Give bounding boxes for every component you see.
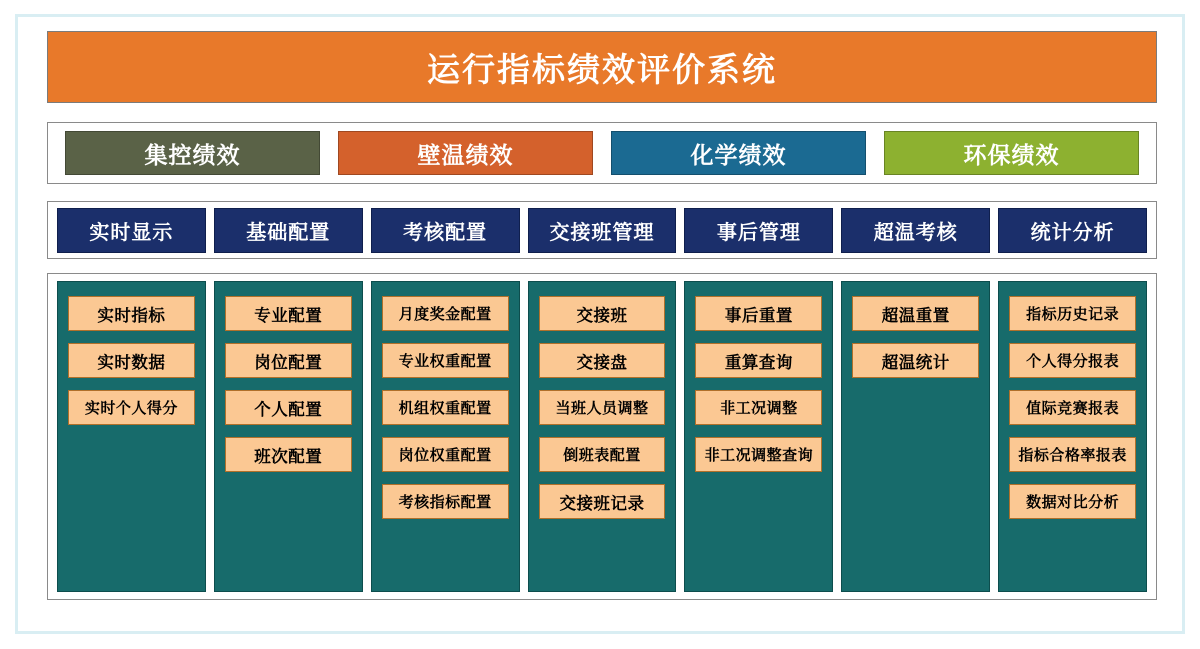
- function-item[interactable]: 当班人员调整: [539, 390, 666, 425]
- column-realtime-display: [57, 281, 206, 592]
- column-post-management: [684, 281, 833, 592]
- function-item[interactable]: 机组权重配置: [382, 390, 509, 425]
- category-tab-jikong[interactable]: [65, 131, 320, 175]
- module-tab-label: 交接班管理: [549, 221, 655, 244]
- function-item[interactable]: 交接班记录: [539, 484, 666, 519]
- outer-frame: [15, 14, 1185, 634]
- category-tab-label: 环保绩效: [963, 141, 1060, 168]
- column-statistics: [998, 281, 1147, 592]
- function-item[interactable]: 超温统计: [852, 343, 979, 378]
- function-item[interactable]: 值际竞赛报表: [1009, 390, 1136, 425]
- module-tab-label: 统计分析: [1030, 221, 1115, 244]
- function-item[interactable]: 倒班表配置: [539, 437, 666, 472]
- category-tab-label: 壁温绩效: [417, 141, 514, 168]
- module-tab-basic-config[interactable]: [214, 208, 363, 253]
- function-item[interactable]: 班次配置: [225, 437, 352, 472]
- function-item[interactable]: 专业权重配置: [382, 343, 509, 378]
- function-item[interactable]: 超温重置: [852, 296, 979, 331]
- module-tab-shift-management[interactable]: [528, 208, 677, 253]
- module-tab-label: 实时显示: [89, 221, 174, 244]
- function-item[interactable]: 考核指标配置: [382, 484, 509, 519]
- category-tab-huaxue[interactable]: [611, 131, 866, 175]
- function-item[interactable]: 岗位权重配置: [382, 437, 509, 472]
- function-item[interactable]: 个人得分报表: [1009, 343, 1136, 378]
- function-item[interactable]: 事后重置: [695, 296, 822, 331]
- module-tab-label: 事后管理: [716, 221, 801, 244]
- module-tab-label: 考核配置: [403, 221, 488, 244]
- function-item[interactable]: 岗位配置: [225, 343, 352, 378]
- function-item[interactable]: 非工况调整查询: [695, 437, 822, 472]
- module-tab-label: 基础配置: [246, 221, 331, 244]
- function-item[interactable]: 月度奖金配置: [382, 296, 509, 331]
- function-item[interactable]: 指标合格率报表: [1009, 437, 1136, 472]
- column-overtemp-assessment: [841, 281, 990, 592]
- column-shift-management: [528, 281, 677, 592]
- category-bar: [47, 122, 1157, 184]
- module-tab-post-management[interactable]: [684, 208, 833, 253]
- function-item[interactable]: 实时指标: [68, 296, 195, 331]
- category-tab-label: 化学绩效: [690, 141, 787, 168]
- category-tab-huanbao[interactable]: [884, 131, 1139, 175]
- module-tab-assessment-config[interactable]: [371, 208, 520, 253]
- function-item[interactable]: 专业配置: [225, 296, 352, 331]
- category-tab-biwen[interactable]: [338, 131, 593, 175]
- category-tab-label: 集控绩效: [144, 141, 241, 168]
- function-item[interactable]: 交接班: [539, 296, 666, 331]
- function-item[interactable]: 非工况调整: [695, 390, 822, 425]
- diagram-content: [46, 31, 1160, 626]
- function-item[interactable]: 指标历史记录: [1009, 296, 1136, 331]
- module-bar: [47, 201, 1157, 259]
- column-assessment-config: [371, 281, 520, 592]
- module-tab-realtime-display[interactable]: [57, 208, 206, 253]
- function-item[interactable]: 实时数据: [68, 343, 195, 378]
- function-item[interactable]: 个人配置: [225, 390, 352, 425]
- function-item[interactable]: 数据对比分析: [1009, 484, 1136, 519]
- column-basic-config: [214, 281, 363, 592]
- module-tab-overtemp-assessment[interactable]: [841, 208, 990, 253]
- function-item[interactable]: 实时个人得分: [68, 390, 195, 425]
- page-title: 运行指标绩效评价系统: [47, 31, 1157, 103]
- module-tab-label: 超温考核: [873, 221, 958, 244]
- module-tab-statistics[interactable]: [998, 208, 1147, 253]
- function-item[interactable]: 交接盘: [539, 343, 666, 378]
- function-columns: [47, 273, 1157, 600]
- function-item[interactable]: 重算查询: [695, 343, 822, 378]
